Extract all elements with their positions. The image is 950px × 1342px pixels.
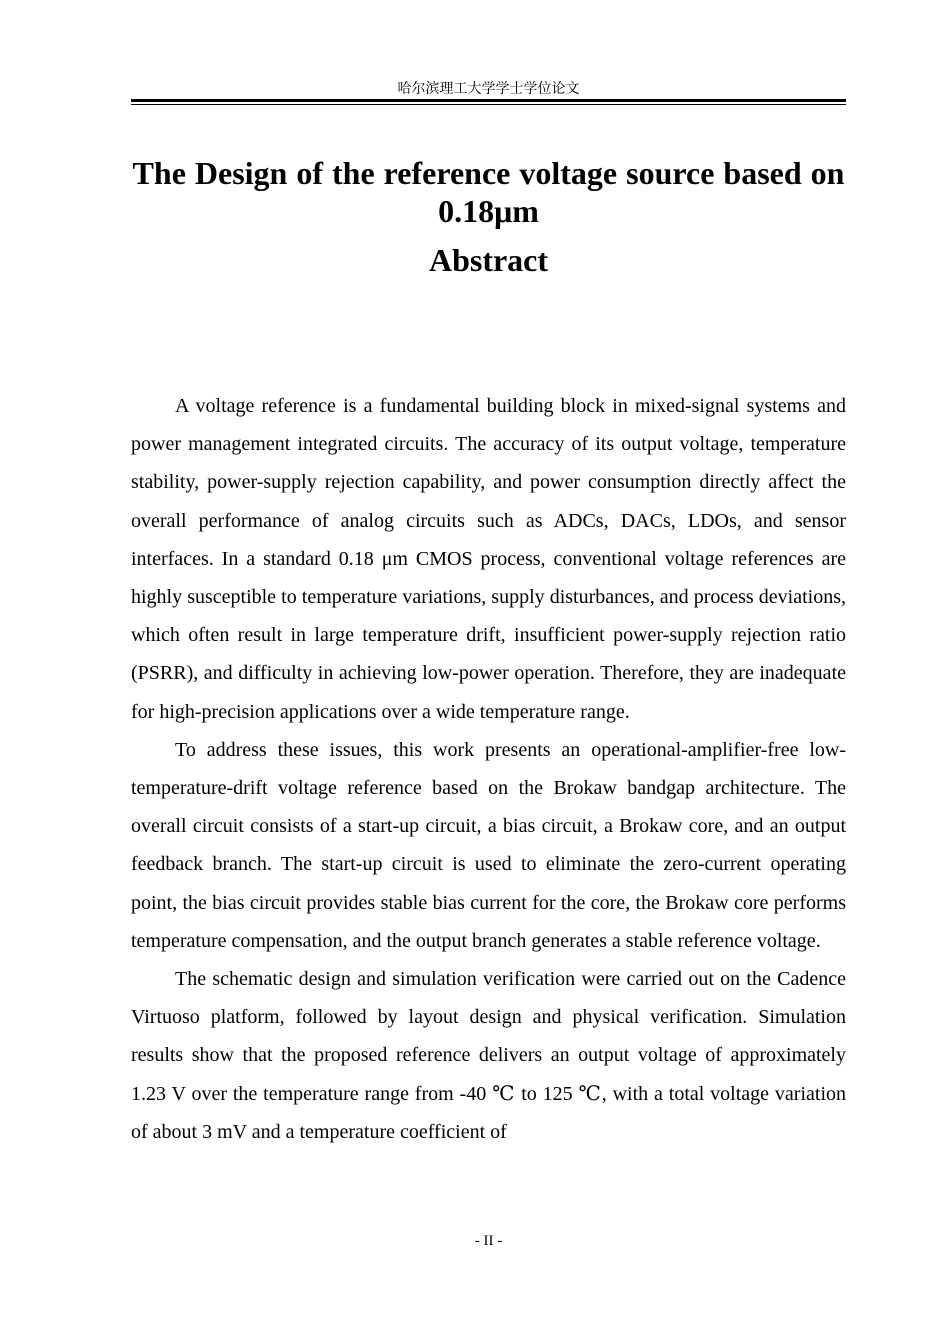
- abstract-paragraph-2: To address these issues, this work presents an operational-amplifier-free low-temperature-drift voltage reference based on the Brokaw bandgap architecture. The overall circuit consists of a start-up circuit, a bias circuit, a Brokaw core, and an output feedback branch. The start-up circuit is used to eliminate the zero-current operating point, the bias circuit provides stable bias current for the core, the Brokaw core performs temperature compensation, and the output branch generates a stable reference voltage.: [131, 738, 846, 952]
- running-header: 哈尔滨理工大学学士学位论文: [397, 81, 580, 97]
- header-rule-thin: [131, 104, 846, 105]
- abstract-body: [131, 387, 846, 1151]
- abstract-heading: Abstract: [428, 242, 549, 278]
- abstract-paragraph-3: The schematic design and simulation verification were carried out on the Cadence Virtuoso platform, followed by layout design and physical verification. Simulation results show that the proposed reference delivers an output voltage of approximately 1.23 V over the temperature range from -40 ℃ to 125 ℃, with a total voltage variation of about 3 mV and a temperature coefficient of: [131, 968, 846, 1143]
- thesis-title: The Design of the reference voltage source based on 0.18μm: [132, 155, 845, 229]
- abstract-paragraph-1: A voltage reference is a fundamental building block in mixed-signal systems and power management integrated circuits. The accuracy of its output voltage, temperature stability, power-supply rejection capability, and power consumption directly affect the overall performance of analog circuits such as ADCs, DACs, LDOs, and sensor interfaces. In a standard 0.18 μm CMOS process, conventional voltage references are highly susceptible to temperature variations, supply disturbances, and process deviations, which often result in large temperature drift, insufficient power-supply rejection ratio (PSRR), and difficulty in achieving low-power operation. Therefore, they are inadequate for high-precision applications over a wide temperature range.: [131, 395, 846, 723]
- page-number: - II -: [474, 1233, 503, 1249]
- header-rule-thick: [131, 99, 846, 102]
